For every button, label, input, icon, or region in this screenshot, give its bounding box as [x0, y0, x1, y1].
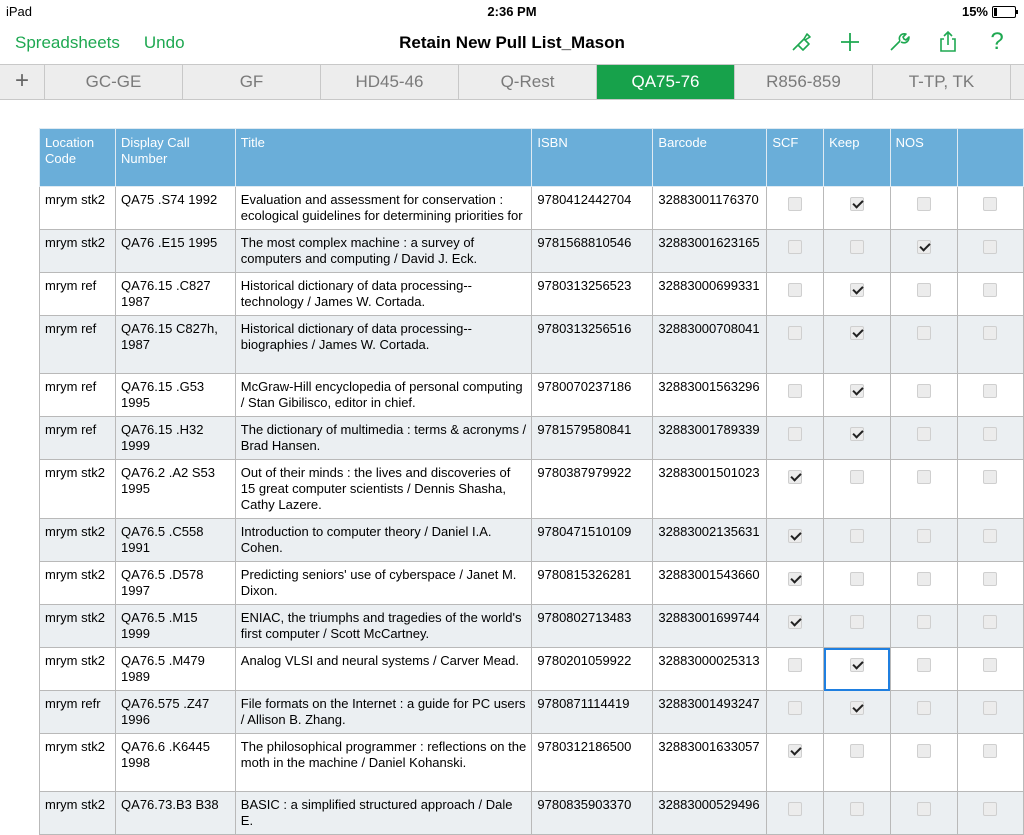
scf-cell[interactable] [767, 230, 824, 273]
scf-checkbox[interactable] [788, 470, 802, 484]
keep-checkbox[interactable] [850, 283, 864, 297]
table-row[interactable] [40, 316, 1024, 374]
call-number-cell[interactable]: QA75 .S74 1992 [116, 187, 236, 230]
call-number-cell[interactable]: QA76.15 C827h, 1987 [116, 316, 236, 374]
call-number-cell[interactable]: QA76.5 .C558 1991 [116, 519, 236, 562]
location-cell[interactable]: mrym stk2 [40, 792, 116, 835]
nos-cell[interactable] [890, 792, 957, 835]
location-cell[interactable]: mrym stk2 [40, 562, 116, 605]
table-row[interactable] [40, 417, 1024, 460]
barcode-cell[interactable]: 32883000699331 [653, 273, 767, 316]
title-cell[interactable]: The dictionary of multimedia : terms & acronyms / Brad Hansen. [235, 417, 532, 460]
share-icon[interactable] [935, 30, 961, 56]
column-header[interactable]: Barcode [653, 129, 767, 187]
isbn-cell[interactable]: 9780412442704 [532, 187, 653, 230]
checkbox[interactable] [983, 615, 997, 629]
nos-checkbox[interactable] [917, 326, 931, 340]
location-cell[interactable]: mrym ref [40, 374, 116, 417]
scf-cell[interactable] [767, 374, 824, 417]
isbn-cell[interactable]: 9780312186500 [532, 734, 653, 792]
location-cell[interactable]: mrym stk2 [40, 187, 116, 230]
battery-percent: 15% [961, 4, 988, 19]
table-body [40, 187, 1024, 835]
scf-checkbox[interactable] [788, 384, 802, 398]
tab-gf[interactable]: GF [183, 65, 321, 99]
table-row[interactable] [40, 691, 1024, 734]
call-number-cell[interactable]: QA76.15 .G53 1995 [116, 374, 236, 417]
column-header[interactable]: SCF [767, 129, 824, 187]
nos-cell[interactable] [890, 316, 957, 374]
clock: 2:36 PM [487, 4, 537, 19]
keep-checkbox[interactable] [850, 744, 864, 758]
header-row [40, 129, 1024, 187]
scf-cell[interactable] [767, 605, 824, 648]
keep-checkbox[interactable] [850, 427, 864, 441]
isbn-cell[interactable]: 9780815326281 [532, 562, 653, 605]
keep-checkbox[interactable] [850, 529, 864, 543]
barcode-cell[interactable]: 32883001563296 [653, 374, 767, 417]
keep-cell[interactable] [824, 417, 891, 460]
extra-cell[interactable] [957, 417, 1023, 460]
checkbox[interactable] [983, 427, 997, 441]
call-number-cell[interactable]: QA76.6 .K6445 1998 [116, 734, 236, 792]
call-number-cell[interactable]: QA76.5 .M479 1989 [116, 648, 236, 691]
document-title: Retain New Pull List_Mason [399, 33, 625, 52]
paintbrush-icon[interactable] [788, 30, 814, 56]
extra-cell[interactable] [957, 316, 1023, 374]
nos-checkbox[interactable] [917, 572, 931, 586]
checkbox[interactable] [983, 572, 997, 586]
scf-cell[interactable] [767, 562, 824, 605]
title-cell[interactable]: ENIAC, the triumphs and tragedies of the world's first computer / Scott McCartney. [235, 605, 532, 648]
title-cell[interactable]: The most complex machine : a survey of computers and computing / David J. Eck. [235, 230, 532, 273]
keep-cell[interactable] [824, 605, 891, 648]
spreadsheet-grid[interactable] [39, 128, 1024, 828]
extra-cell[interactable] [957, 648, 1023, 691]
scf-cell[interactable] [767, 734, 824, 792]
column-header[interactable]: Display Call Number [116, 129, 236, 187]
data-table [39, 128, 1024, 835]
column-header[interactable]: ISBN [532, 129, 653, 187]
scf-checkbox[interactable] [788, 427, 802, 441]
isbn-cell[interactable]: 9780387979922 [532, 460, 653, 519]
nos-checkbox[interactable] [917, 384, 931, 398]
title-cell[interactable]: Historical dictionary of data processing--biographies / James W. Cortada. [235, 316, 532, 374]
barcode-cell[interactable]: 32883002135631 [653, 519, 767, 562]
nos-checkbox[interactable] [917, 658, 931, 672]
toolbar-right [788, 30, 1010, 56]
call-number-cell[interactable]: QA76.73.B3 B38 [116, 792, 236, 835]
scf-checkbox[interactable] [788, 326, 802, 340]
nos-checkbox[interactable] [917, 283, 931, 297]
isbn-cell[interactable]: 9780313256523 [532, 273, 653, 316]
scf-cell[interactable] [767, 417, 824, 460]
barcode-cell[interactable]: 32883001623165 [653, 230, 767, 273]
checkbox[interactable] [983, 470, 997, 484]
column-header[interactable]: Title [235, 129, 532, 187]
call-number-cell[interactable]: QA76.15 .C827 1987 [116, 273, 236, 316]
keep-cell[interactable] [824, 734, 891, 792]
checkbox[interactable] [983, 283, 997, 297]
location-cell[interactable]: mrym stk2 [40, 460, 116, 519]
table-row[interactable] [40, 792, 1024, 835]
keep-checkbox[interactable] [850, 615, 864, 629]
plus-icon[interactable] [837, 30, 863, 56]
location-cell[interactable]: mrym stk2 [40, 230, 116, 273]
nos-checkbox[interactable] [917, 427, 931, 441]
app-toolbar [0, 22, 1024, 64]
scf-cell[interactable] [767, 648, 824, 691]
location-cell[interactable]: mrym stk2 [40, 519, 116, 562]
location-cell[interactable]: mrym ref [40, 273, 116, 316]
table-row[interactable] [40, 230, 1024, 273]
title-cell[interactable]: Historical dictionary of data processing--technology / James W. Cortada. [235, 273, 532, 316]
extra-cell[interactable] [957, 562, 1023, 605]
checkbox[interactable] [983, 240, 997, 254]
barcode-cell[interactable]: 32883000529496 [653, 792, 767, 835]
isbn-cell[interactable]: 9780871114419 [532, 691, 653, 734]
checkbox[interactable] [983, 658, 997, 672]
checkbox[interactable] [983, 701, 997, 715]
add-sheet-button[interactable]: + [0, 65, 45, 99]
nos-cell[interactable] [890, 691, 957, 734]
call-number-cell[interactable]: QA76 .E15 1995 [116, 230, 236, 273]
nos-checkbox[interactable] [917, 529, 931, 543]
table-row[interactable] [40, 562, 1024, 605]
keep-cell[interactable] [824, 374, 891, 417]
extra-cell[interactable] [957, 519, 1023, 562]
battery-icon [992, 6, 1016, 18]
keep-checkbox[interactable] [850, 197, 864, 211]
nos-cell[interactable] [890, 230, 957, 273]
table-row[interactable] [40, 374, 1024, 417]
barcode-cell[interactable]: 32883000025313 [653, 648, 767, 691]
isbn-cell[interactable]: 9780471510109 [532, 519, 653, 562]
device-name: iPad [6, 4, 33, 19]
location-cell[interactable]: mrym ref [40, 316, 116, 374]
scf-checkbox[interactable] [788, 529, 802, 543]
keep-cell[interactable] [824, 562, 891, 605]
extra-cell[interactable] [957, 734, 1023, 792]
tab-t-tp-tk[interactable]: T-TP, TK [873, 65, 1011, 99]
battery-indicator [962, 4, 1016, 19]
title-cell[interactable]: BASIC : a simplified structured approach / Dale E. [235, 792, 532, 835]
call-number-cell[interactable]: QA76.2 .A2 S53 1995 [116, 460, 236, 519]
scf-checkbox[interactable] [788, 658, 802, 672]
nos-cell[interactable] [890, 734, 957, 792]
title-cell[interactable]: Analog VLSI and neural systems / Carver Mead. [235, 648, 532, 691]
column-header[interactable]: Keep [824, 129, 891, 187]
nos-checkbox[interactable] [917, 197, 931, 211]
title-cell[interactable]: Predicting seniors' use of cyberspace / Janet M. Dixon. [235, 562, 532, 605]
nos-cell[interactable] [890, 187, 957, 230]
scf-checkbox[interactable] [788, 197, 802, 211]
nos-cell[interactable] [890, 562, 957, 605]
isbn-cell[interactable]: 9780201059922 [532, 648, 653, 691]
table-row[interactable] [40, 648, 1024, 691]
barcode-cell[interactable]: 32883001493247 [653, 691, 767, 734]
status-bar [0, 0, 1024, 22]
keep-checkbox[interactable] [850, 240, 864, 254]
location-cell[interactable]: mrym stk2 [40, 734, 116, 792]
keep-cell[interactable] [824, 273, 891, 316]
location-cell[interactable]: mrym stk2 [40, 605, 116, 648]
title-cell[interactable]: Evaluation and assessment for conservation : ecological guidelines for determining priorities for [235, 187, 532, 230]
nos-cell[interactable] [890, 648, 957, 691]
scf-checkbox[interactable] [788, 701, 802, 715]
nos-checkbox[interactable] [917, 701, 931, 715]
scf-cell[interactable] [767, 691, 824, 734]
barcode-cell[interactable]: 32883001699744 [653, 605, 767, 648]
barcode-cell[interactable]: 32883001501023 [653, 460, 767, 519]
scf-checkbox[interactable] [788, 283, 802, 297]
extra-cell[interactable] [957, 273, 1023, 316]
keep-checkbox[interactable] [850, 701, 864, 715]
checkbox[interactable] [983, 326, 997, 340]
scf-checkbox[interactable] [788, 615, 802, 629]
table-row[interactable] [40, 519, 1024, 562]
title-cell[interactable]: Out of their minds : the lives and discoveries of 15 great computer scientists / Dennis Shasha, Cathy Lazere. [235, 460, 532, 519]
table-row[interactable] [40, 187, 1024, 230]
table-row[interactable] [40, 734, 1024, 792]
barcode-cell[interactable]: 32883001633057 [653, 734, 767, 792]
keep-cell[interactable] [824, 648, 891, 691]
nos-cell[interactable] [890, 273, 957, 316]
location-cell[interactable]: mrym refr [40, 691, 116, 734]
table-row[interactable] [40, 605, 1024, 648]
barcode-cell[interactable]: 32883000708041 [653, 316, 767, 374]
extra-cell[interactable] [957, 792, 1023, 835]
call-number-cell[interactable]: QA76.5 .M15 1999 [116, 605, 236, 648]
nos-checkbox[interactable] [917, 470, 931, 484]
scf-cell[interactable] [767, 519, 824, 562]
title-cell[interactable]: The philosophical programmer : reflections on the moth in the machine / Daniel Kohanski. [235, 734, 532, 792]
scf-checkbox[interactable] [788, 240, 802, 254]
scf-cell[interactable] [767, 273, 824, 316]
extra-cell[interactable] [957, 605, 1023, 648]
undo-button[interactable]: Undo [143, 33, 185, 52]
nos-cell[interactable] [890, 519, 957, 562]
isbn-cell[interactable]: 9780835903370 [532, 792, 653, 835]
nos-cell[interactable] [890, 605, 957, 648]
keep-checkbox[interactable] [850, 384, 864, 398]
tab-gc-ge[interactable]: GC-GE [45, 65, 183, 99]
keep-cell[interactable] [824, 691, 891, 734]
keep-cell[interactable] [824, 460, 891, 519]
title-cell[interactable]: Introduction to computer theory / Daniel I.A. Cohen. [235, 519, 532, 562]
scf-cell[interactable] [767, 460, 824, 519]
keep-cell[interactable] [824, 187, 891, 230]
extra-cell[interactable] [957, 187, 1023, 230]
extra-cell[interactable] [957, 374, 1023, 417]
scf-cell[interactable] [767, 792, 824, 835]
call-number-cell[interactable]: QA76.575 .Z47 1996 [116, 691, 236, 734]
scf-cell[interactable] [767, 187, 824, 230]
call-number-cell[interactable]: QA76.5 .D578 1997 [116, 562, 236, 605]
location-cell[interactable]: mrym ref [40, 417, 116, 460]
column-header[interactable]: NOS [890, 129, 957, 187]
table-row[interactable] [40, 273, 1024, 316]
nos-cell[interactable] [890, 417, 957, 460]
nos-checkbox[interactable] [917, 802, 931, 816]
tab-q-rest[interactable]: Q-Rest [459, 65, 597, 99]
call-number-cell[interactable]: QA76.15 .H32 1999 [116, 417, 236, 460]
keep-checkbox[interactable] [850, 658, 864, 672]
nos-checkbox[interactable] [917, 615, 931, 629]
keep-cell[interactable] [824, 316, 891, 374]
location-cell[interactable]: mrym stk2 [40, 648, 116, 691]
title-cell[interactable]: File formats on the Internet : a guide for PC users / Allison B. Zhang. [235, 691, 532, 734]
checkbox[interactable] [983, 802, 997, 816]
column-header[interactable]: Location Code [40, 129, 116, 187]
barcode-cell[interactable]: 32883001176370 [653, 187, 767, 230]
extra-cell[interactable] [957, 691, 1023, 734]
isbn-cell[interactable]: 9781568810546 [532, 230, 653, 273]
spreadsheets-button[interactable]: Spreadsheets [15, 33, 120, 52]
nos-cell[interactable] [890, 460, 957, 519]
title-cell[interactable]: McGraw-Hill encyclopedia of personal computing / Stan Gibilisco, editor in chief. [235, 374, 532, 417]
tab-hd45-46[interactable]: HD45-46 [321, 65, 459, 99]
isbn-cell[interactable]: 9780802713483 [532, 605, 653, 648]
checkbox[interactable] [983, 744, 997, 758]
checkbox[interactable] [983, 197, 997, 211]
isbn-cell[interactable]: 9780070237186 [532, 374, 653, 417]
keep-checkbox[interactable] [850, 802, 864, 816]
help-icon[interactable]: ? [990, 28, 1004, 55]
isbn-cell[interactable]: 9781579580841 [532, 417, 653, 460]
barcode-cell[interactable]: 32883001543660 [653, 562, 767, 605]
keep-cell[interactable] [824, 792, 891, 835]
isbn-cell[interactable]: 9780313256516 [532, 316, 653, 374]
barcode-cell[interactable]: 32883001789339 [653, 417, 767, 460]
scf-cell[interactable] [767, 316, 824, 374]
checkbox[interactable] [983, 529, 997, 543]
scf-checkbox[interactable] [788, 802, 802, 816]
table-row[interactable] [40, 460, 1024, 519]
checkbox[interactable] [983, 384, 997, 398]
nos-cell[interactable] [890, 374, 957, 417]
extra-cell[interactable] [957, 460, 1023, 519]
scf-checkbox[interactable] [788, 744, 802, 758]
wrench-icon[interactable] [886, 30, 912, 56]
nos-checkbox[interactable] [917, 240, 931, 254]
extra-cell[interactable] [957, 230, 1023, 273]
keep-cell[interactable] [824, 519, 891, 562]
tab-qa75-76[interactable]: QA75-76 [597, 65, 735, 99]
keep-checkbox[interactable] [850, 326, 864, 340]
sheet-tab-bar [0, 64, 1024, 100]
keep-cell[interactable] [824, 230, 891, 273]
nos-checkbox[interactable] [917, 744, 931, 758]
column-header[interactable] [957, 129, 1023, 187]
keep-checkbox[interactable] [850, 470, 864, 484]
keep-checkbox[interactable] [850, 572, 864, 586]
scf-checkbox[interactable] [788, 572, 802, 586]
battery-level [994, 8, 997, 16]
tab-r856-859[interactable]: R856-859 [735, 65, 873, 99]
